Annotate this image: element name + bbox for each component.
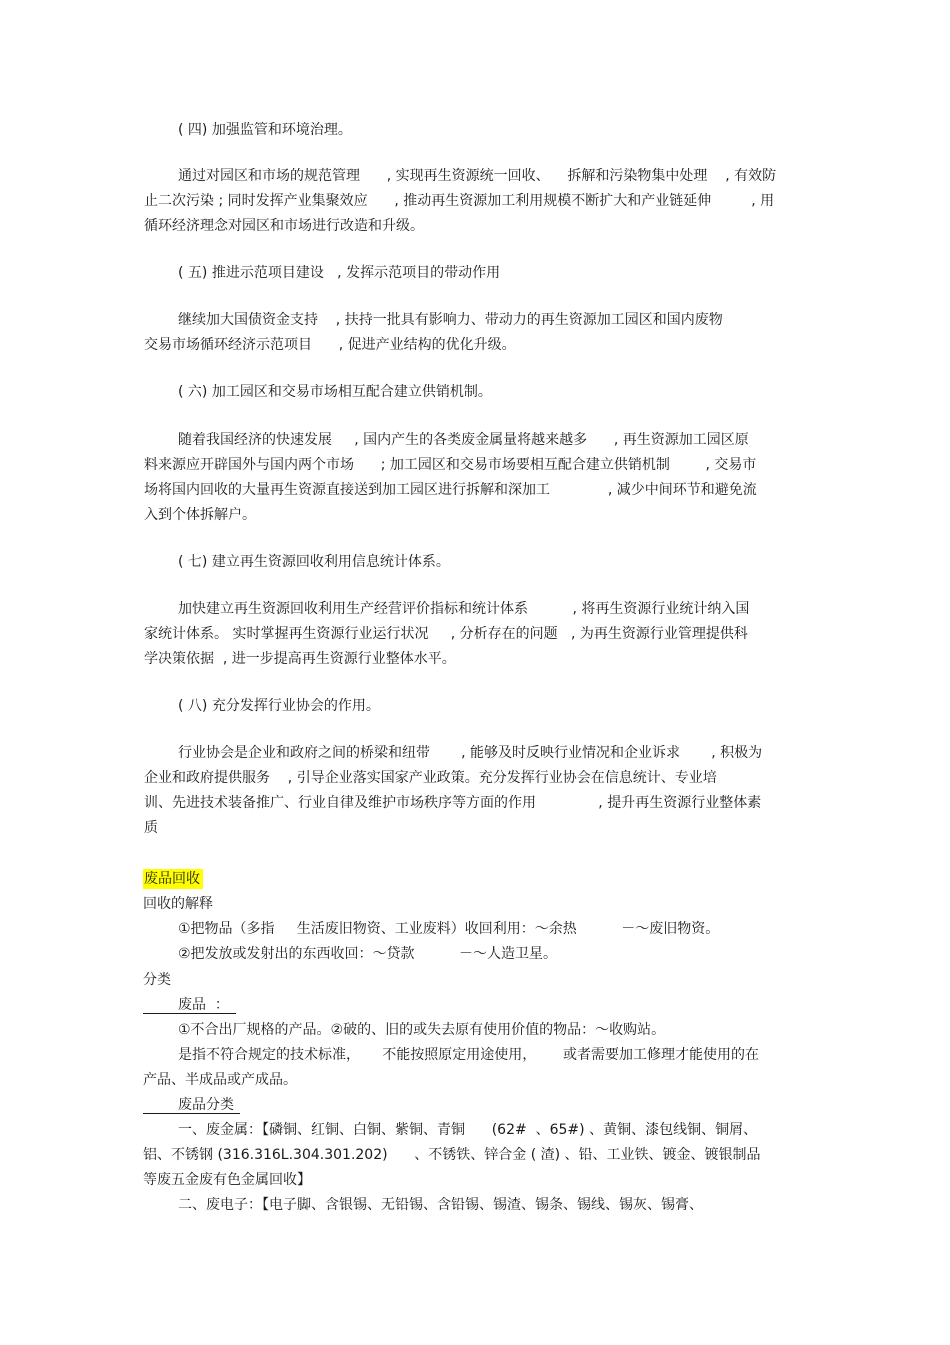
section-5-line-1: 继续加大国债资金支持 , 扶持一批具有影响力、带动力的再生资源加工园区和国内废物: [178, 312, 723, 328]
scrap-electronics-line-1: 二、废电子：【电子脚、含银锡、无铅锡、含铅锡、锡渣、锡条、锡线、锡灰、锡膏、: [178, 1197, 703, 1213]
category-label: 分类: [143, 972, 171, 988]
section-7-heading: ( 七) 建立再生资源回收利用信息统计体系。: [178, 554, 450, 570]
waste-meaning-2a: 是指不符合规定的技术标准， 不能按照原定用途使用， 或者需要加工修理才能使用的在: [178, 1047, 759, 1063]
definition-1: ①把物品（多指 生活废旧物资、工业废料）收回利用：～余热 －～废旧物资。: [178, 921, 720, 937]
section-6-heading: ( 六) 加工园区和交易市场相互配合建立供销机制。: [178, 384, 492, 400]
waste-classification-label: 废品分类: [178, 1097, 234, 1113]
section-7-line-1: 加快建立再生资源回收利用生产经营评价指标和统计体系 , 将再生资源行业统计纳入国: [178, 601, 750, 617]
section-6-line-1: 随着我国经济的快速发展 , 国内产生的各类废金属量将越来越多 , 再生资源加工园区原: [178, 432, 749, 448]
section-4-line-2: 止二次污染 ; 同时发挥产业集聚效应 , 推动再生资源加工利用规模不断扩大和产业链延伸 , 用: [144, 193, 775, 209]
section-8-line-2: 企业和政府提供服务 , 引导企业落实国家产业政策。充分发挥行业协会在信息统计、专业培: [144, 770, 717, 786]
section-8-line-1: 行业协会是企业和政府之间的桥梁和纽带 , 能够及时反映行业情况和企业诉求 , 积极为: [178, 745, 763, 761]
section-6-line-4: 入到个体拆解户。: [144, 507, 256, 523]
section-8-line-3: 训、先进技术装备推广、行业自律及维护市场秩序等方面的作用 , 提升再生资源行业整体素: [144, 795, 762, 811]
section-4-heading: ( 四) 加强监管和环境治理。: [178, 122, 352, 138]
waste-label-underline: [143, 1013, 236, 1014]
recycle-definition-label: 回收的解释: [143, 896, 213, 912]
section-8-heading: ( 八) 充分发挥行业协会的作用。: [178, 698, 380, 714]
section-5-line-2: 交易市场循环经济示范项目 , 促进产业结构的优化升级。: [144, 337, 516, 353]
classification-underline: [143, 1113, 240, 1114]
scrap-metal-line-2: 铝、不锈钢 (316.316L.304.301.202) 、不锈铁、锌合金 ( 渣) 、铅、工业铁、镀金、镀银制品: [143, 1147, 761, 1163]
waste-meaning-1: ①不合出厂规格的产品。②破的、旧的或失去原有使用价值的物品：～收购站。: [178, 1022, 666, 1038]
section-6-line-2: 料来源应开辟国外与国内两个市场 ; 加工园区和交易市场要相互配合建立供销机制 , 交易市: [144, 457, 757, 473]
section-8-line-4: 质: [144, 820, 158, 836]
waste-label: 废品 ：: [178, 997, 229, 1013]
waste-title: [143, 869, 203, 889]
section-7-line-3: 学决策依据 , 进一步提高再生资源行业整体水平。: [144, 651, 456, 667]
section-5-heading: ( 五) 推进示范项目建设 , 发挥示范项目的带动作用: [178, 265, 501, 281]
section-6-line-3: 场将国内回收的大量再生资源直接送到加工园区进行拆解和深加工 , 减少中间环节和避免流: [144, 482, 757, 498]
section-4-line-3: 循环经济理念对园区和市场进行改造和升级。: [144, 218, 424, 234]
scrap-metal-line-3: 等废五金废有色金属回收】: [143, 1172, 311, 1188]
scrap-metal-line-1: 一、废金属：【磷铜、红铜、白铜、紫铜、青铜 (62# 、65#) 、黄铜、漆包线铜、铜屑、: [178, 1122, 758, 1138]
section-7-line-2: 家统计体系。 实时掌握再生资源行业运行状况 , 分析存在的问题 , 为再生资源行业管理提供科: [144, 626, 748, 642]
waste-title-highlight: 废品回收: [143, 869, 203, 889]
waste-meaning-2b: 产品、半成品或产成品。: [143, 1072, 297, 1088]
definition-2: ②把发放或发射出的东西收回：～贷款 －～人造卫星。: [178, 946, 558, 962]
section-4-line-1: 通过对园区和市场的规范管理 , 实现再生资源统一回收、 拆解和污染物集中处理 , 有效防: [178, 168, 777, 184]
